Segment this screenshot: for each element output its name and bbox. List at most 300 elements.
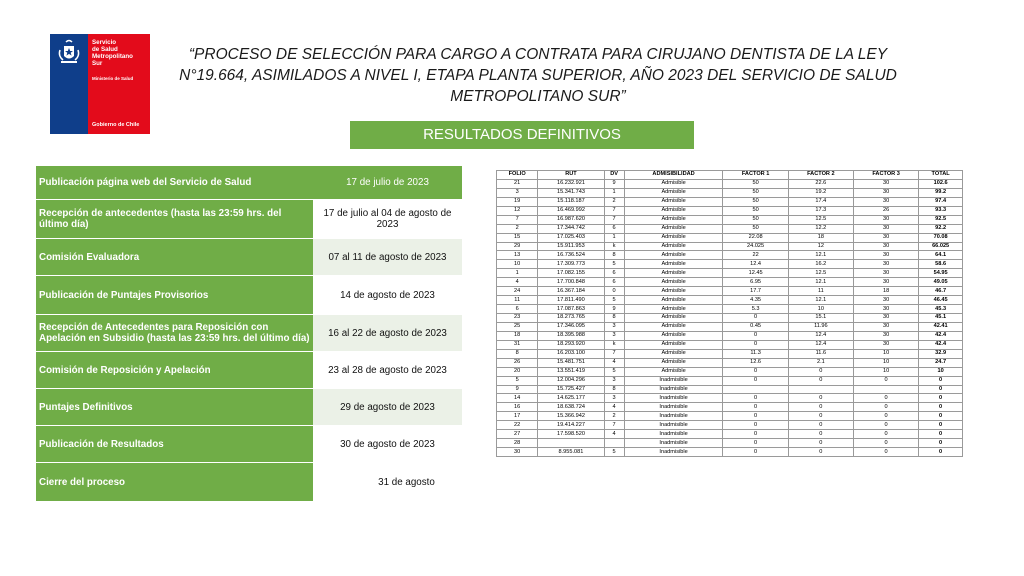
table-row: [497, 179, 963, 188]
servicio-salud-logo: [50, 34, 150, 134]
table-row: [497, 340, 963, 349]
table-cell: 30: [853, 278, 918, 287]
table-cell: 0: [853, 430, 918, 439]
table-cell: 20: [497, 367, 538, 376]
table-cell: k: [604, 340, 624, 349]
table-cell: 22.6: [788, 179, 853, 188]
table-cell: 5: [604, 448, 624, 457]
table-cell: 50: [723, 224, 788, 233]
table-cell: 50: [723, 206, 788, 215]
table-row: [497, 403, 963, 412]
table-cell: Admisible: [624, 215, 723, 224]
table-row: [497, 233, 963, 242]
table-cell: 24.025: [723, 242, 788, 251]
table-cell: 18.638.724: [538, 403, 604, 412]
table-cell: 42.41: [919, 322, 963, 331]
table-cell: 17.3: [788, 206, 853, 215]
table-cell: Admisible: [624, 179, 723, 188]
table-cell: 6.95: [723, 278, 788, 287]
table-cell: 4.35: [723, 296, 788, 305]
table-row: [497, 394, 963, 403]
table-cell: 0: [919, 430, 963, 439]
table-cell: 0: [723, 394, 788, 403]
table-cell: 11: [497, 296, 538, 305]
table-cell: Admisible: [624, 278, 723, 287]
table-cell: 30: [853, 340, 918, 349]
table-row: [497, 215, 963, 224]
logo-blue-panel: [50, 34, 88, 134]
table-row: [497, 278, 963, 287]
table-cell: Admisible: [624, 224, 723, 233]
schedule-stage-date: 29 de agosto de 2023: [313, 389, 462, 425]
table-cell: 0: [919, 448, 963, 457]
table-cell: 0: [788, 421, 853, 430]
results-column-header: FACTOR 2: [788, 171, 853, 180]
table-cell: Admisible: [624, 305, 723, 314]
table-cell: 15.366.942: [538, 412, 604, 421]
table-cell: 6: [497, 305, 538, 314]
table-cell: Admisible: [624, 287, 723, 296]
table-cell: 17.082.155: [538, 269, 604, 278]
table-cell: 19: [497, 197, 538, 206]
table-cell: Admisible: [624, 331, 723, 340]
table-cell: Inadmisible: [624, 385, 723, 394]
table-cell: 30: [853, 197, 918, 206]
table-cell: 42.4: [919, 331, 963, 340]
table-cell: 10: [853, 349, 918, 358]
table-cell: 30: [853, 260, 918, 269]
schedule-stage-label: Recepción de Antecedentes para Reposición con Apelación en Subsidio (hasta las 23:59 hrs. del último día): [36, 315, 313, 351]
table-cell: 12.4: [788, 340, 853, 349]
table-cell: 46.7: [919, 287, 963, 296]
table-cell: 0: [853, 448, 918, 457]
table-cell: 17.811.490: [538, 296, 604, 305]
schedule-stage-label: Publicación de Resultados: [36, 426, 313, 462]
table-cell: 99.2: [919, 188, 963, 197]
table-cell: 7: [604, 421, 624, 430]
table-cell: 0: [788, 439, 853, 448]
table-cell: 15: [497, 233, 538, 242]
table-cell: 18: [497, 331, 538, 340]
schedule-stage-date: 14 de agosto de 2023: [313, 276, 462, 314]
table-cell: 0: [788, 403, 853, 412]
table-cell: 30: [853, 224, 918, 233]
table-cell: [788, 385, 853, 394]
table-cell: 14: [497, 394, 538, 403]
table-cell: 5: [497, 376, 538, 385]
table-row: [497, 206, 963, 215]
table-cell: 11.96: [788, 322, 853, 331]
table-row: [497, 385, 963, 394]
table-cell: 0: [919, 439, 963, 448]
schedule-stage-date: 17 de julio de 2023: [313, 166, 462, 199]
schedule-row: [36, 166, 462, 199]
table-cell: [604, 439, 624, 448]
table-cell: 9: [497, 385, 538, 394]
table-cell: Admisible: [624, 358, 723, 367]
logo-ministry: Ministerio de Salud: [92, 76, 134, 81]
table-cell: 15.341.743: [538, 188, 604, 197]
schedule-stage-date: 31 de agosto: [313, 463, 462, 501]
table-cell: 17.309.773: [538, 260, 604, 269]
table-cell: 30: [853, 251, 918, 260]
table-cell: 0: [723, 403, 788, 412]
table-row: [497, 296, 963, 305]
table-cell: 7: [497, 215, 538, 224]
table-cell: Admisible: [624, 260, 723, 269]
table-cell: 4: [604, 403, 624, 412]
table-cell: 28: [497, 439, 538, 448]
table-cell: 8: [604, 251, 624, 260]
schedule-stage-date: 16 al 22 de agosto de 2023: [313, 315, 462, 351]
table-cell: 3: [604, 331, 624, 340]
table-cell: Inadmisible: [624, 403, 723, 412]
table-cell: 14.625.177: [538, 394, 604, 403]
table-cell: 27: [497, 430, 538, 439]
table-cell: 32.9: [919, 349, 963, 358]
table-cell: 18.273.765: [538, 314, 604, 323]
table-cell: 16: [497, 403, 538, 412]
table-cell: 50: [723, 197, 788, 206]
table-cell: 6: [604, 224, 624, 233]
table-cell: 3: [604, 376, 624, 385]
results-column-header: FACTOR 1: [723, 171, 788, 180]
table-cell: 11.3: [723, 349, 788, 358]
table-cell: 0: [723, 367, 788, 376]
table-cell: 50: [723, 188, 788, 197]
table-cell: 16.2: [788, 260, 853, 269]
table-cell: 0: [853, 421, 918, 430]
schedule-row: [36, 315, 462, 351]
table-cell: 17.025.403: [538, 233, 604, 242]
table-cell: 30: [853, 331, 918, 340]
table-cell: 18.293.920: [538, 340, 604, 349]
table-cell: Inadmisible: [624, 412, 723, 421]
logo-government: Gobierno de Chile: [92, 122, 140, 128]
table-cell: 17.700.848: [538, 278, 604, 287]
table-cell: 10: [919, 367, 963, 376]
schedule-stage-date: 23 al 28 de agosto de 2023: [313, 352, 462, 388]
table-cell: 54.95: [919, 269, 963, 278]
table-cell: 12.1: [788, 251, 853, 260]
table-cell: 2.1: [788, 358, 853, 367]
table-cell: 102.6: [919, 179, 963, 188]
table-cell: 12.5: [788, 269, 853, 278]
table-row: [497, 314, 963, 323]
table-row: [497, 188, 963, 197]
table-cell: 0: [853, 439, 918, 448]
table-cell: 2: [604, 197, 624, 206]
results-column-header: TOTAL: [919, 171, 963, 180]
schedule-row: [36, 276, 462, 314]
table-cell: 92.2: [919, 224, 963, 233]
table-cell: 4: [604, 430, 624, 439]
table-cell: 26: [497, 358, 538, 367]
table-row: [497, 287, 963, 296]
table-cell: 1: [604, 233, 624, 242]
table-row: [497, 421, 963, 430]
schedule-row: [36, 426, 462, 462]
table-cell: 18: [788, 233, 853, 242]
table-cell: 22.08: [723, 233, 788, 242]
table-cell: 97.4: [919, 197, 963, 206]
table-cell: 17.346.095: [538, 322, 604, 331]
table-cell: [723, 385, 788, 394]
table-cell: 18.395.988: [538, 331, 604, 340]
table-cell: 2: [497, 224, 538, 233]
table-cell: 30: [497, 448, 538, 457]
table-cell: 0: [723, 439, 788, 448]
table-cell: 10: [788, 305, 853, 314]
table-cell: 13.551.419: [538, 367, 604, 376]
table-row: [497, 448, 963, 457]
table-row: [497, 251, 963, 260]
table-cell: 16.367.184: [538, 287, 604, 296]
table-cell: 46.45: [919, 296, 963, 305]
table-cell: 15.1: [788, 314, 853, 323]
table-cell: 0: [723, 331, 788, 340]
table-cell: 0: [919, 421, 963, 430]
table-cell: 0.45: [723, 322, 788, 331]
table-cell: 17: [497, 412, 538, 421]
results-column-header: ADMISIBILIDAD: [624, 171, 723, 180]
table-cell: 30: [853, 314, 918, 323]
table-cell: 30: [853, 322, 918, 331]
table-cell: 30: [853, 296, 918, 305]
table-cell: 0: [919, 385, 963, 394]
table-cell: 0: [919, 412, 963, 421]
table-cell: 4: [604, 358, 624, 367]
table-cell: 26: [853, 206, 918, 215]
table-cell: 10: [853, 367, 918, 376]
table-cell: 0: [919, 376, 963, 385]
table-cell: 15.911.953: [538, 242, 604, 251]
table-row: [497, 349, 963, 358]
table-cell: 0: [723, 376, 788, 385]
table-cell: 15.481.751: [538, 358, 604, 367]
table-cell: Admisible: [624, 314, 723, 323]
results-header: [497, 171, 963, 180]
table-cell: 0: [723, 340, 788, 349]
results-header-row: [497, 171, 963, 180]
table-cell: Inadmisible: [624, 448, 723, 457]
table-cell: 17.598.520: [538, 430, 604, 439]
schedule-row: [36, 239, 462, 275]
table-cell: 49.05: [919, 278, 963, 287]
table-cell: 0: [919, 394, 963, 403]
table-row: [497, 358, 963, 367]
table-cell: 5.3: [723, 305, 788, 314]
table-cell: 3: [497, 188, 538, 197]
table-cell: 16.469.992: [538, 206, 604, 215]
table-cell: 9: [604, 305, 624, 314]
table-cell: Inadmisible: [624, 430, 723, 439]
table-cell: 0: [853, 376, 918, 385]
table-row: [497, 367, 963, 376]
table-cell: 30: [853, 215, 918, 224]
table-cell: 93.3: [919, 206, 963, 215]
table-cell: 17.7: [723, 287, 788, 296]
table-cell: Admisible: [624, 206, 723, 215]
table-cell: 16.203.100: [538, 349, 604, 358]
table-cell: 12: [788, 242, 853, 251]
table-cell: 12.2: [788, 224, 853, 233]
table-cell: 10: [853, 358, 918, 367]
table-cell: 0: [723, 430, 788, 439]
table-cell: 30: [853, 179, 918, 188]
results-column-header: FOLIO: [497, 171, 538, 180]
table-cell: 8: [604, 314, 624, 323]
schedule-stage-label: Puntajes Definitivos: [36, 389, 313, 425]
table-cell: 0: [788, 448, 853, 457]
table-row: [497, 260, 963, 269]
table-cell: 30: [853, 242, 918, 251]
table-cell: 0: [853, 412, 918, 421]
schedule-row: [36, 200, 462, 238]
results-banner: RESULTADOS DEFINITIVOS: [350, 121, 694, 149]
schedule-stage-label: Cierre del proceso: [36, 463, 313, 501]
table-cell: 22: [723, 251, 788, 260]
table-cell: Admisible: [624, 322, 723, 331]
table-cell: 0: [604, 287, 624, 296]
table-cell: 24.7: [919, 358, 963, 367]
table-row: [497, 224, 963, 233]
table-cell: 21: [497, 179, 538, 188]
table-cell: 7: [604, 206, 624, 215]
table-cell: 12.6: [723, 358, 788, 367]
table-row: [497, 305, 963, 314]
table-cell: 58.6: [919, 260, 963, 269]
table-cell: 15.725.427: [538, 385, 604, 394]
table-cell: Admisible: [624, 242, 723, 251]
table-cell: 5: [604, 296, 624, 305]
table-cell: 12.5: [788, 215, 853, 224]
table-cell: Admisible: [624, 233, 723, 242]
table-cell: 0: [723, 412, 788, 421]
table-cell: 24: [497, 287, 538, 296]
table-cell: 12.4: [723, 260, 788, 269]
table-row: [497, 197, 963, 206]
schedule-stage-date: 30 de agosto de 2023: [313, 426, 462, 462]
table-cell: 50: [723, 179, 788, 188]
page-title: “PROCESO DE SELECCIÓN PARA CARGO A CONTRATA PARA CIRUJANO DENTISTA DE LA LEY N°19.664, ASIMILADOS A NIVEL I, ETAPA PLANTA SUPERIOR, AÑO 2023 DEL SERVICIO DE SALUD METROPOLITANO SUR”: [179, 46, 897, 105]
table-cell: 0: [853, 403, 918, 412]
table-cell: Admisible: [624, 188, 723, 197]
schedule-stage-label: Recepción de antecedentes (hasta las 23:59 hrs. del último día): [36, 200, 313, 238]
table-cell: 0: [788, 412, 853, 421]
table-row: [497, 439, 963, 448]
table-cell: 23: [497, 314, 538, 323]
table-cell: Admisible: [624, 251, 723, 260]
table-cell: Inadmisible: [624, 439, 723, 448]
table-cell: 3: [604, 322, 624, 331]
table-row: [497, 242, 963, 251]
table-cell: 25: [497, 322, 538, 331]
table-cell: 0: [919, 403, 963, 412]
table-cell: 29: [497, 242, 538, 251]
table-cell: 12: [497, 206, 538, 215]
table-cell: 30: [853, 305, 918, 314]
results-table: [496, 170, 963, 457]
table-cell: Inadmisible: [624, 394, 723, 403]
table-cell: 50: [723, 215, 788, 224]
table-cell: 19.2: [788, 188, 853, 197]
table-cell: 6: [604, 269, 624, 278]
logo-line: Metropolitano: [92, 53, 133, 60]
schedule-stage-label: Comisión de Reposición y Apelación: [36, 352, 313, 388]
table-cell: 16.232.921: [538, 179, 604, 188]
table-cell: 5: [604, 367, 624, 376]
results-column-header: RUT: [538, 171, 604, 180]
logo-line: Sur: [92, 60, 103, 67]
schedule-stage-date: 17 de julio al 04 de agosto de 2023: [313, 200, 462, 238]
table-row: [497, 412, 963, 421]
table-cell: 0: [723, 448, 788, 457]
table-cell: Inadmisible: [624, 421, 723, 430]
table-cell: k: [604, 242, 624, 251]
table-cell: 92.5: [919, 215, 963, 224]
results-column-header: FACTOR 3: [853, 171, 918, 180]
table-row: [497, 430, 963, 439]
schedule-body: [36, 166, 462, 501]
table-cell: 0: [723, 421, 788, 430]
table-cell: 4: [497, 278, 538, 287]
schedule-stage-date: 07 al 11 de agosto de 2023: [313, 239, 462, 275]
table-cell: 0: [788, 367, 853, 376]
table-cell: 12.1: [788, 296, 853, 305]
table-cell: 8.955.081: [538, 448, 604, 457]
table-cell: 11: [788, 287, 853, 296]
table-cell: 45.3: [919, 305, 963, 314]
table-cell: 17.087.863: [538, 305, 604, 314]
table-cell: 15.118.187: [538, 197, 604, 206]
schedule-row: [36, 389, 462, 425]
table-cell: Admisible: [624, 349, 723, 358]
table-row: [497, 269, 963, 278]
table-cell: 22: [497, 421, 538, 430]
logo-line: de Salud: [92, 46, 118, 53]
table-cell: 2: [604, 412, 624, 421]
schedule-row: [36, 463, 462, 501]
table-cell: Admisible: [624, 197, 723, 206]
table-row: [497, 376, 963, 385]
table-cell: 10: [497, 260, 538, 269]
table-cell: 64.1: [919, 251, 963, 260]
table-cell: 0: [723, 314, 788, 323]
table-cell: Inadmisible: [624, 376, 723, 385]
table-cell: 1: [497, 269, 538, 278]
table-cell: 0: [788, 394, 853, 403]
table-cell: 11.6: [788, 349, 853, 358]
table-cell: 8: [497, 349, 538, 358]
table-cell: 12.1: [788, 278, 853, 287]
table-cell: 12.004.296: [538, 376, 604, 385]
table-cell: 31: [497, 340, 538, 349]
table-cell: 12.4: [788, 331, 853, 340]
table-cell: 17.344.742: [538, 224, 604, 233]
schedule-stage-label: Publicación página web del Servicio de Salud: [36, 166, 313, 199]
table-row: [497, 331, 963, 340]
table-cell: 16.987.620: [538, 215, 604, 224]
table-cell: 30: [853, 269, 918, 278]
table-cell: 7: [604, 349, 624, 358]
table-cell: 5: [604, 260, 624, 269]
table-cell: 16.736.524: [538, 251, 604, 260]
table-cell: 30: [853, 233, 918, 242]
table-cell: 3: [604, 394, 624, 403]
schedule-stage-label: Comisión Evaluadora: [36, 239, 313, 275]
schedule-table: [36, 165, 462, 502]
